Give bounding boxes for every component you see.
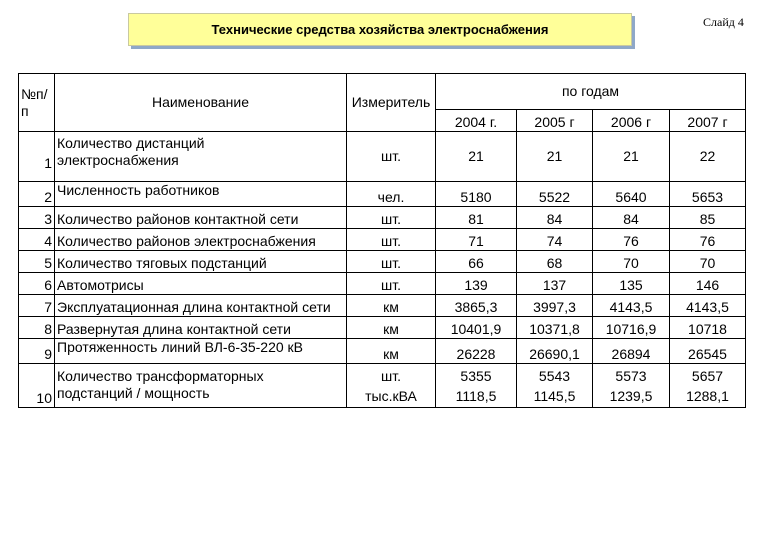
- row-unit: шт.: [347, 229, 436, 251]
- row-value: 81: [436, 207, 517, 229]
- row-value: 4143,5: [593, 295, 670, 317]
- row-name: Количество районов электроснабжения: [55, 229, 347, 251]
- row-value: 10716,9: [593, 317, 670, 339]
- row-value: 10371,8: [517, 317, 593, 339]
- row-value: [517, 364, 593, 408]
- row-number: 8: [19, 317, 55, 339]
- row-name: Развернутая длина контактной сети: [55, 317, 347, 339]
- row-value: 70: [593, 251, 670, 273]
- col-header-num: №п/п: [19, 74, 55, 132]
- row-value: 22: [670, 132, 746, 182]
- row-number: 6: [19, 273, 55, 295]
- row-value: 4143,5: [670, 295, 746, 317]
- row-name: Численность работников: [55, 182, 347, 207]
- row-value: 135: [593, 273, 670, 295]
- row-value: 3997,3: [517, 295, 593, 317]
- row-value: 66: [436, 251, 517, 273]
- row-unit: км: [347, 339, 436, 364]
- value-count: 5573: [615, 368, 647, 384]
- row-value: 26690,1: [517, 339, 593, 364]
- slide-title-box: [128, 13, 632, 46]
- row-unit: шт.: [347, 207, 436, 229]
- row-unit: км: [347, 317, 436, 339]
- row-value: 26894: [593, 339, 670, 364]
- row-value: 26228: [436, 339, 517, 364]
- electrification-table: [18, 73, 746, 408]
- row-value: 21: [436, 132, 517, 182]
- table-row: [19, 229, 746, 251]
- row-value: 146: [670, 273, 746, 295]
- row-number: 1: [19, 132, 55, 182]
- table-row: [19, 132, 746, 182]
- year-header: 2007 г: [670, 110, 746, 132]
- row-value: 5640: [593, 182, 670, 207]
- col-header-unit: Измеритель: [347, 74, 436, 132]
- row-value: 26545: [670, 339, 746, 364]
- row-name: Автомотрисы: [55, 273, 347, 295]
- row-value: [670, 364, 746, 408]
- header-row-top: [19, 74, 746, 110]
- row-unit: чел.: [347, 182, 436, 207]
- value-power: 1145,5: [533, 388, 576, 404]
- row-value: 139: [436, 273, 517, 295]
- row-value: 10401,9: [436, 317, 517, 339]
- row-name: Эксплуатационная длина контактной сети: [55, 295, 347, 317]
- row-value: 137: [517, 273, 593, 295]
- slide-number: Слайд 4: [703, 15, 744, 29]
- col-header-name: Наименование: [55, 74, 347, 132]
- row-number: 5: [19, 251, 55, 273]
- row-value: 84: [593, 207, 670, 229]
- value-count: 5543: [538, 368, 571, 384]
- row-name: Количество тяговых подстанций: [55, 251, 347, 273]
- row-value: 76: [593, 229, 670, 251]
- row-unit: [347, 364, 436, 408]
- year-header: 2004 г.: [436, 110, 517, 132]
- row-unit-line: шт.: [381, 368, 401, 384]
- row-value: 21: [593, 132, 670, 182]
- row-value: 68: [517, 251, 593, 273]
- row-number: 7: [19, 295, 55, 317]
- row-value: 5522: [517, 182, 593, 207]
- row-value: 3865,3: [436, 295, 517, 317]
- value-count: 5355: [460, 368, 492, 384]
- row-value: 71: [436, 229, 517, 251]
- row-value: 5653: [670, 182, 746, 207]
- year-header: 2005 г: [517, 110, 593, 132]
- row-number: 2: [19, 182, 55, 207]
- row-value: 76: [670, 229, 746, 251]
- table-row: [19, 339, 746, 364]
- table-row: [19, 295, 746, 317]
- row-value: [436, 364, 517, 408]
- row-unit: км: [347, 295, 436, 317]
- row-unit: шт.: [347, 132, 436, 182]
- table-row: [19, 207, 746, 229]
- row-name-line: подстанций / мощность: [57, 385, 210, 401]
- row-name: Протяженность линий ВЛ-6-35-220 кВ: [55, 339, 347, 364]
- row-number: 4: [19, 229, 55, 251]
- row-unit-line: тыс.кВА: [365, 388, 417, 404]
- row-number: 9: [19, 339, 55, 364]
- row-value: 70: [670, 251, 746, 273]
- row-value: 74: [517, 229, 593, 251]
- col-header-years-group: по годам: [436, 74, 746, 110]
- row-number: 10: [19, 364, 55, 408]
- table-row: [19, 364, 746, 408]
- table-row: [19, 273, 746, 295]
- row-value: 10718: [670, 317, 746, 339]
- row-unit: шт.: [347, 251, 436, 273]
- row-value: [593, 364, 670, 408]
- value-power: 1288,1: [686, 388, 729, 404]
- row-name: [55, 364, 347, 408]
- row-name: Количество районов контактной сети: [55, 207, 347, 229]
- row-value: 84: [517, 207, 593, 229]
- row-name: [55, 132, 347, 182]
- table-row: [19, 317, 746, 339]
- year-header: 2006 г: [593, 110, 670, 132]
- row-value: 21: [517, 132, 593, 182]
- row-number: 3: [19, 207, 55, 229]
- value-count: 5657: [691, 368, 724, 384]
- row-unit: шт.: [347, 273, 436, 295]
- slide-title: Технические средства хозяйства электроснабжения: [211, 22, 549, 37]
- table-row: [19, 251, 746, 273]
- row-name-line: электроснабжения: [57, 152, 179, 168]
- table-row: [19, 182, 746, 207]
- row-value: 5180: [436, 182, 517, 207]
- value-power: 1239,5: [609, 388, 653, 404]
- value-power: 1118,5: [455, 388, 497, 404]
- row-name-line: Количество трансформаторных: [57, 368, 264, 384]
- row-value: 85: [670, 207, 746, 229]
- row-name-line: Количество дистанций: [57, 135, 205, 151]
